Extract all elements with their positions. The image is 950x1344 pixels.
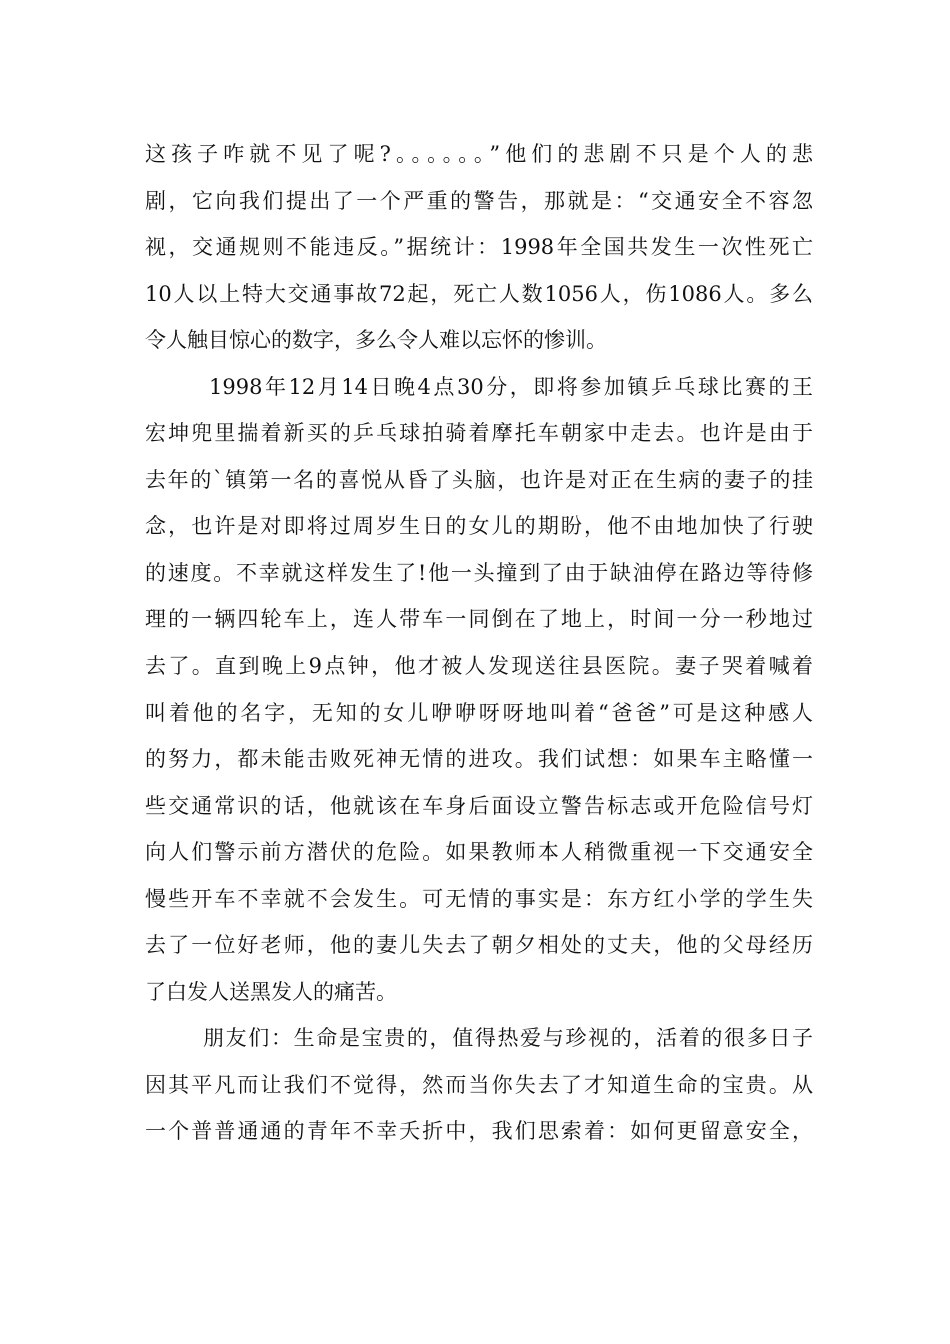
text-line: 向人们警示前方潜伏的危险。如果教师本人稍微重视一下交通安全 (145, 840, 813, 865)
text-line: 去了一位好老师，他的妻儿失去了朝夕相处的丈夫，他的父母经历 (145, 933, 813, 958)
text-line: 的速度。不幸就这样发生了!他一头撞到了由于缺油停在路边等待修 (145, 560, 813, 585)
paragraph-first-line: 1998年12月14日晚4点30分，即将参加镇乒乓球比赛的王 (209, 374, 813, 399)
text-line: 去了。直到晚上9点钟，他才被人发现送往县医院。妻子哭着喊着 (145, 654, 813, 679)
text-line: 一个普普通通的青年不幸夭折中，我们思索着：如何更留意安全， (145, 1119, 813, 1144)
text-line: 10人以上特大交通事故72起，死亡人数1056人，伤1086人。多么 (145, 281, 813, 306)
text-line: 这孩子咋就不见了呢?。。。。。。”他们的悲剧不只是个人的悲 (145, 142, 813, 166)
text-line: 的努力，都未能击败死神无情的进攻。我们试想：如果车主略懂一 (145, 747, 813, 772)
text-line: 视，交通规则不能违反。”据统计：1998年全国共发生一次性死亡 (145, 235, 813, 260)
text-line: 理的一辆四轮车上，连人带车一同倒在了地上，时间一分一秒地过 (145, 607, 813, 632)
text-line: 念，也许是对即将过周岁生日的女儿的期盼，他不由地加快了行驶 (145, 514, 813, 539)
text-line: 慢些开车不幸就不会发生。可无情的事实是：东方红小学的学生失 (145, 886, 813, 911)
text-line: 因其平凡而让我们不觉得，然而当你失去了才知道生命的宝贵。从 (145, 1072, 813, 1097)
paragraph-first-line: 朋友们：生命是宝贵的，值得热爱与珍视的，活着的很多日子 (203, 1026, 813, 1051)
text-line: 些交通常识的话，他就该在车身后面设立警告标志或开危险信号灯 (145, 793, 813, 818)
text-line: 剧，它向我们提出了一个严重的警告，那就是：“交通安全不容忽 (145, 188, 813, 213)
text-line: 叫着他的名字，无知的女儿咿咿呀呀地叫着“爸爸”可是这种感人 (145, 700, 813, 725)
text-line: 令人触目惊心的数字，多么令人难以忘怀的惨训。 (145, 328, 607, 353)
document-body (145, 131, 813, 1155)
text-line: 了白发人送黑发人的痛苦。 (145, 979, 397, 1004)
text-line: 去年的`镇第一名的喜悦从昏了头脑，也许是对正在生病的妻子的挂 (145, 467, 813, 492)
text-line: 宏坤兜里揣着新买的乒乓球拍骑着摩托车朝家中走去。也许是由于 (145, 421, 813, 446)
